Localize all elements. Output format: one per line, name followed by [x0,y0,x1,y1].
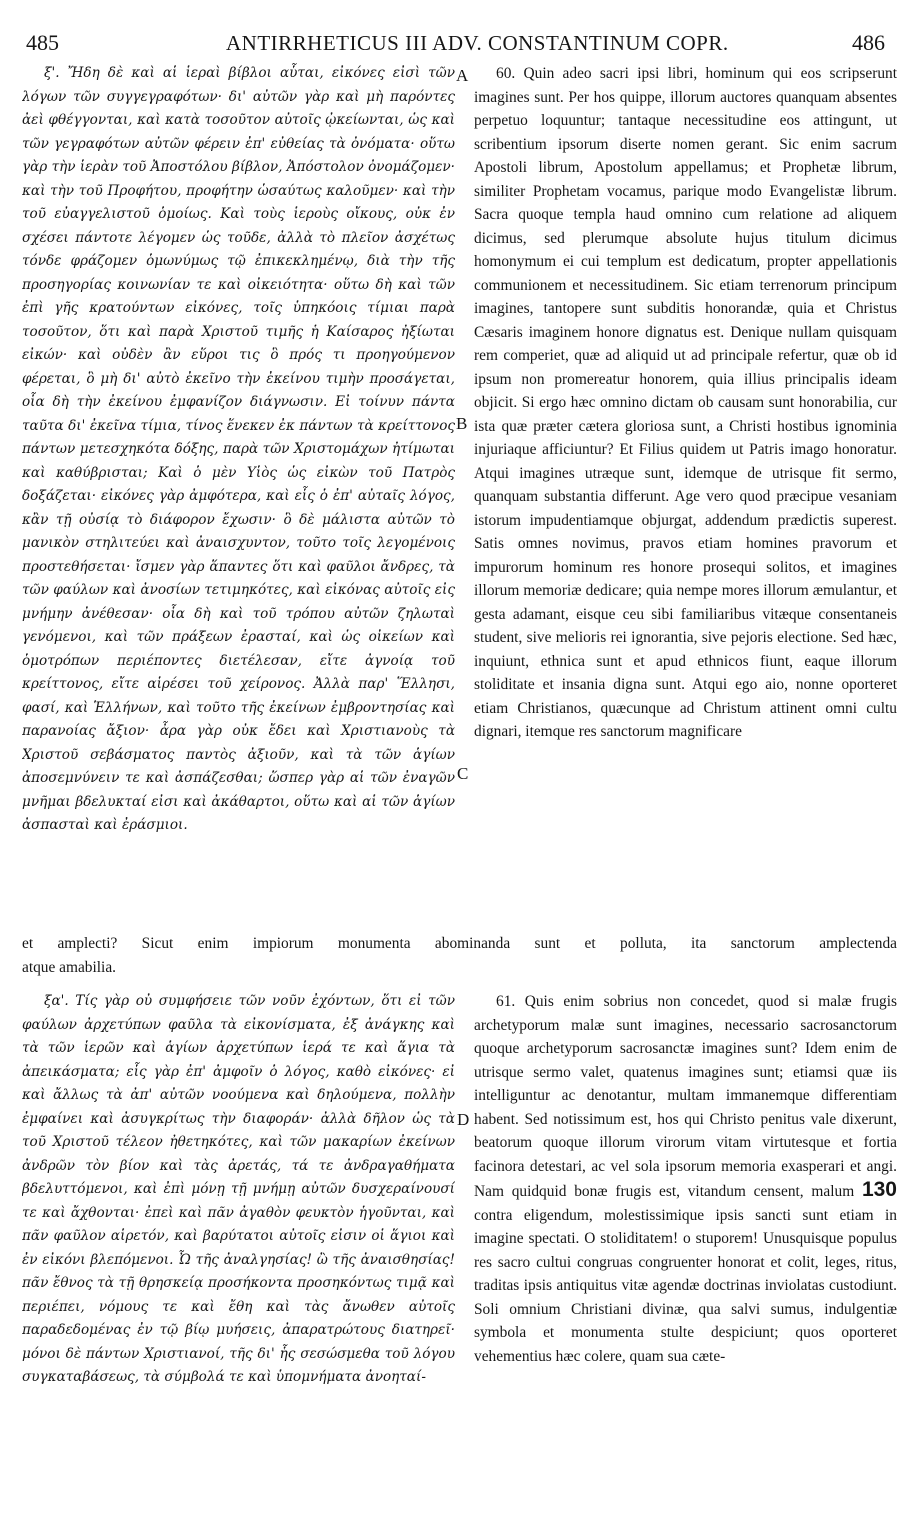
latin-column-section-60 [474,62,897,926]
greek-column-section-60 [22,62,455,926]
margin-marker-d: D [457,1110,470,1129]
latin-column-section-61 [474,990,897,1530]
margin-marker-a: A [456,66,469,85]
greek-text-60: ξ'. Ἤδη δὲ καὶ αἱ ἱεραὶ βίβλοι αὗται, εἰκόνες εἰσὶ τῶν λόγων τῶν συγγεγραφότων· δι' αὐτῶν γὰρ καὶ μὴ παρόντες ἀεὶ φθέγγονται, καὶ κατὰ τοσοῦτον αὐτοῖς ᾠκείωνται, ὡς καὶ τῶν γεγραφότων αὐτῶν φέρειν ἐπ' εὐθείας τὰ ὀνόματα· οὕτω γὰρ τὴν ἱερὰν τοῦ Ἀποστόλου βίβλον, Ἀπόστολον ὀνομάζομεν· καὶ τὴν τοῦ Προφήτου, προφήτην ὡσαύτως καλοῦμεν· καὶ τὴν τοῦ εὐαγγελιστοῦ ὁμοίως. Καὶ τοὺς ἱεροὺς οἴκους, οὐκ ἐν σχέσει πάντοτε λέγομεν ὡς τοῦδε, ἀλλὰ τὸ πλεῖον ἀσχέτως τόνδε φράζομεν ὁμωνύμως τῷ ἐπικεκλημένῳ, διὰ τὴν τῆς προσηγορίας κοινωνίαν τε καὶ οἰκειότητα· οὕτω δὴ καὶ τῶν ἐπὶ γῆς κρατούντων εἰκόνες, τοῖς ὑπηκόοις τίμιαι παρὰ τοσοῦτον, ὅτι καὶ παρὰ Χριστοῦ τιμῆς ἡ Καίσαρος ἠξίωται εἰκών· καὶ οὐδὲν ἂν εὕροι τις ὃ πρός τι προηγούμενον φέρεται, ὃ μὴ δι' αὐτὸ ἐκεῖνο τὴν ἐκείνου τιμὴν προσάγεται, οἷα δὴ τὴν ἐκείνου ἐμφανίζον διάγνωσιν. Εἰ τοίνυν πάντα ταῦτα δι' ἐκεῖνα τίμια, τίνος ἕνεκεν ἐκ πάντων τὰ κρείττονος πάντων μετεσχηκότα δόξης, παρὰ τῶν Χριστομάχων ἠτίμωται καὶ καθύβρισται; Καὶ ὁ μὲν Υἱὸς ὡς εἰκὼν τοῦ Πατρὸς δοξάζεται· εἰκόνες γὰρ ἀμφότερα, καὶ εἷς ὁ ἐπ' αὐταῖς λόγος, κἂν τῇ οὐσίᾳ τὸ διάφορον ἔχωσιν· ὃ δὲ μάλιστα αὐτῶν τὸ μανικὸν στηλιτεύει καὶ ἀναισχυντον, τοῦτο τοῖς λεγομένοις προστεθήσεται· ἴσμεν γὰρ ἅπαντες ὅτι καὶ φαῦλοι ἄνδρες, τὰ τῶν φαύλων καὶ ἀνοσίων τετιμηκότες, καὶ εἰκόνας αὐτοῖς εἰς μνήμην ἀνέθεσαν· οἷα δὴ καὶ τοῦ τρόπου αὐτῶν ζηλωταὶ γενόμενοι, καὶ τῶν πράξεων ἐρασταί, καὶ ὡς οἰκείων καὶ ὁμοτρόπων περιέποντες διετέλεσαν, εἴτε ἀγνοίᾳ τοῦ κρείττονος, εἴτε αἱρέσει τοῦ χείρονος. Ἀλλὰ παρ' Ἕλλησι, φασί, καὶ Ἑλλήνων, καὶ τοῦτο τῆς ἐκείνων ἐμβροντησίας καὶ παρανοίας ἄξιον· ἆρα γὰρ οὐκ ἔδει καὶ Χριστιανοὺς τὰ Χριστοῦ σεβάσματος παντὸς ἀξιοῦν, καὶ τὰ τῶν ἁγίων ἀποσεμνύνειν τε καὶ ἀσπάζεσθαι; ὥσπερ γὰρ αἱ τῶν ἐναγῶν μνῆμαι βδελυκταί εἰσι καὶ ἀκάθαρτοι, οὕτω καὶ αἱ τῶν ἁγίων ἀσπασταὶ καὶ ἐράσμιοι. [22,65,455,833]
page-header [0,10,921,54]
column-number: 130 [861,1178,897,1201]
greek-column-section-61 [22,990,455,1530]
latin-text-61 [474,990,897,1368]
latin-text-61-part-1: 61. Quis enim sobrius non concedet, quod si malæ frugis archetyporum malæ sunt imagines, necessario sacrosanctorum quoque archetyporum sacrosanctæ imagines sunt? Idem enim de utrisque sermo valet, quatenus imagines sunt; etiamsi quæ iis intelliguntur ac denotantur, multam immanemque differentiam habent. Sed notissimum est, hos qui Christo penitus vale dixerunt, beatorum quoque illorum virorum vitam virtutesque et fortia facinora detestari, ac vel sola ipsorum memoria exasperari et angi. Nam quidquid bonæ frugis est, vitandum censent, malum [474,993,897,1200]
margin-marker-b: B [456,414,468,433]
running-title: ANTIRRHETICUS III ADV. CONSTANTINUM COPR. [226,31,729,55]
margin-marker-c: C [457,764,469,783]
latin-text-61-part-2: contra eligendum, molestissimique ipsis sancti sunt etiam in imagine spectati. O stoliditatem! o stuporem! Unusquisque populus res sacro cultui congruas congruenter honorat et colit, leges, ritus, traditas ipsis antiquitus vitæ agendæ doctrinas inviolatas custodiunt. Soli omnium Christiani divinæ, qua salvi sumus, indulgentiæ symbola et monumenta stulte despiciunt; quos oporteret vehementius hæc colere, quam sua cæte- [474,1206,897,1365]
latin-full-width-line-2: atque amabilia. [22,959,117,976]
greek-text-61: ξα'. Τίς γὰρ οὐ συμφήσειε τῶν νοῦν ἐχόντων, ὅτι εἰ τῶν φαύλων ἀρχετύπων φαῦλα τὰ εἰκονίσματα, ἐξ ἀνάγκης καὶ τὰ τῶν ἱερῶν καὶ ἁγίων ἀρχετύπων ἱερά τε καὶ ἅγια τὰ ἀπεικάσματα; εἷς γὰρ ἐπ' ἀμφοῖν ὁ λόγος, καθὸ εἰκόνες· εἰ καὶ ἄλλως τὰ ἀπ' αὐτῶν νοούμενα καὶ δηλούμενα, πολλὴν ἐμφαίνει καὶ ἀσυγκρίτως τὴν διαφοράν· ἀλλὰ δῆλον ὡς τὰ τοῦ Χριστοῦ τέλεον ἠθετηκότες, καὶ τῶν μακαρίων ἐκείνων ἀνδρῶν τὸν βίον καὶ τὰς ἀρετάς, τά τε ἀνδραγαθήματα βδελυττόμενοι, καὶ ἐπὶ μόνῃ τῇ μνήμῃ αὐτῶν δυσχεραίνουσί τε καὶ ἄχθονται· ἐπεὶ καὶ πᾶν ἀγαθὸν φευκτὸν ἡγοῦνται, καὶ πᾶν φαῦλον αἱρετόν, καὶ βαρύτατοι αὐτοῖς εἰσιν οἱ ἅγιοι καὶ ἐν εἰκόνι βλεπόμενοι. Ὦ τῆς ἀναλγησίας! ὢ τῆς ἀναισθησίας! πᾶν ἔθνος τὰ τῇ θρησκείᾳ προσήκοντα προσηκόντως τιμᾷ καὶ περιέπει, νόμους τε καὶ ἔθη καὶ τὰς ἄνωθεν αὐτοῖς παραδεδομένας ἐν τῷ βίῳ μυήσεις, ἀπαρατρώτους διατηρεῖ· μόνοι δὲ πάντων Χριστιανοί, τῆς δι' ἧς σεσώσμεθα τοῦ λόγου συγκαταβάσεως, τὰ σύμβολά τε καὶ ὑπομνήματα ἀνοηταί- [22,993,455,1385]
page-number-right: 486 [852,30,885,55]
latin-text-60: 60. Quin adeo sacri ipsi libri, hominum qui eos scripserunt imagines sunt. Per hos quippe, illorum auctores quanquam absentes perpetuo loquuntur; tantaque necessitudine eos attingunt, ut scribentium ipsorum diserte nomen gerant. Sic enim sacrum Apostoli librum, Apostolum appellamus; et Prophetæ librum, similiter Prophetam vocamus, parique modo Evangelistæ librum. Sacra quoque templa haud omnino cum relatione ad aliquem dicimus, sed plerumque absolute hujus titulum dicimus homonymum ei cui templum est dedicatum, propter appellationis communionem et necessitudinem. Sic etiam terrenorum principum imagines, tantopere sunt subditis honorandæ, quia et Christus Cæsaris imaginem honore dignatus est. Denique nullam quisquam rem comperiet, quæ ad aliquid ut ad principale refertur, quæ ob id ipsum non promereatur honorem, quia illius principalis ideam objicit. Si ergo hæc omnino dictam ob causam sunt honorabilia, cur ista quæ præter cætera gloriosa sunt, a Christi hostibus ignominia injuriaque afficiuntur? Et Filius quidem ut Patris imago honoratur. Atqui imagines utræque sunt, idemque de utrisque fit sermo, quanquam substantia differunt. Age vero quod præcipue vesaniam istorum impudentiamque objurgat, addendum prædictis superest. Satis omnes novimus, pravos etiam homines pravorum et impurorum hominum res honore prosequi solitos, et imagines illorum memoriæ dedicare; quia nempe mores illorum æmulantur, et gesta adamant, eisque ceu sibi familiaribus vitæque consentaneis student, sive melioris rei ignorantia, sive pejoris electione. Sed hæc, inquiunt, ethnica sunt et apud ethnicos fiunt, eaque illorum stoliditate et insania digna sunt. Atqui ego aio, nonne oporteret etiam Christianos, quæcunque ad Christum attinent omni cultu dignari, itemque res sanctorum magnificare [474,65,897,740]
latin-full-width-line-1: et amplecti? Sicut enim impiorum monumenta abominanda sunt et polluta, ita sanctorum amplectenda [22,935,897,952]
page-number-left: 485 [26,30,59,55]
